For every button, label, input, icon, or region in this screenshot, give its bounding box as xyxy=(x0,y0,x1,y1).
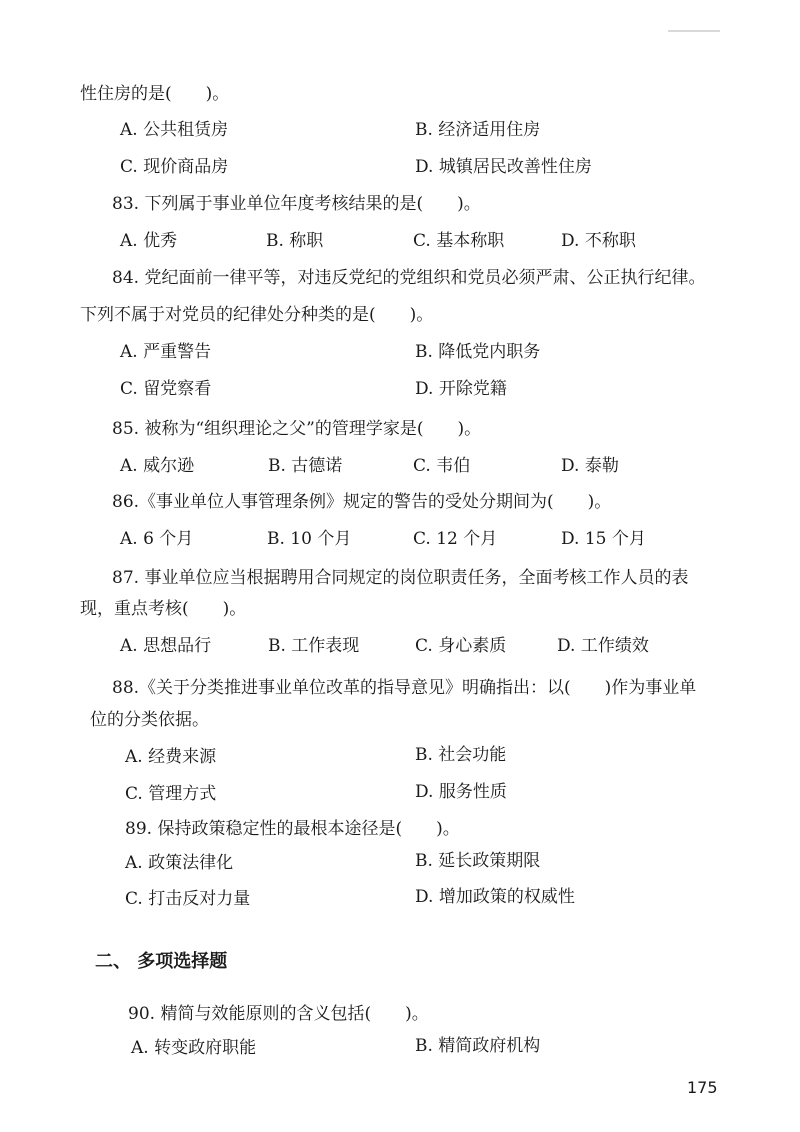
question-89-stem: 89. 保持政策稳定性的最根本途径是( )。 xyxy=(125,819,460,839)
question-83-stem: 83. 下列属于事业单位年度考核结果的是( )。 xyxy=(112,194,481,214)
option-83-a: A. 优秀 xyxy=(120,231,178,251)
option-82-d: D. 城镇居民改善性住房 xyxy=(415,157,592,177)
question-87-stem-line1: 87. 事业单位应当根据聘用合同规定的岗位职责任务，全面考核工作人员的表 xyxy=(112,568,689,588)
option-88-c: C. 管理方式 xyxy=(125,784,217,804)
option-87-b: B. 工作表现 xyxy=(268,636,360,656)
option-89-a: A. 政策法律化 xyxy=(125,853,234,873)
question-87-stem-line2: 现，重点考核( )。 xyxy=(80,599,247,619)
option-85-d: D. 泰勒 xyxy=(561,456,619,476)
option-84-d: D. 开除党籍 xyxy=(415,379,507,399)
option-90-a: A. 转变政府职能 xyxy=(131,1038,257,1058)
scan-mark xyxy=(668,30,720,32)
option-84-a: A. 严重警告 xyxy=(120,342,212,362)
option-83-b: B. 称职 xyxy=(266,231,324,251)
section-heading: 二、 多项选择题 xyxy=(95,951,228,972)
option-86-b: B. 10 个月 xyxy=(267,529,352,549)
option-88-d: D. 服务性质 xyxy=(415,782,507,802)
question-90-stem: 90. 精简与效能原则的含义包括( )。 xyxy=(128,1004,429,1024)
page-number: 175 xyxy=(687,1078,718,1097)
option-83-d: D. 不称职 xyxy=(561,231,636,251)
option-90-b: B. 精简政府机构 xyxy=(415,1036,541,1056)
option-84-c: C. 留党察看 xyxy=(120,379,212,399)
option-88-b: B. 社会功能 xyxy=(415,745,507,765)
option-85-c: C. 韦伯 xyxy=(413,456,471,476)
question-84-stem-line1: 84. 党纪面前一律平等，对违反党纪的党组织和党员必须严肃、公正执行纪律。 xyxy=(112,268,706,288)
option-85-a: A. 威尔逊 xyxy=(120,456,195,476)
question-88-stem-line2: 位的分类依据。 xyxy=(90,710,209,730)
question-88-stem-line1: 88.《关于分类推进事业单位改革的指导意见》明确指出：以( )作为事业单 xyxy=(112,678,697,698)
option-87-d: D. 工作绩效 xyxy=(557,636,649,656)
option-85-b: B. 古德诺 xyxy=(268,456,343,476)
option-86-d: D. 15 个月 xyxy=(561,529,646,549)
option-86-a: A. 6 个月 xyxy=(120,529,194,549)
option-82-a: A. 公共租赁房 xyxy=(120,120,229,140)
question-85-stem: 85. 被称为“组织理论之父”的管理学家是( )。 xyxy=(112,419,482,439)
option-83-c: C. 基本称职 xyxy=(413,231,505,251)
question-86-stem: 86.《事业单位人事管理条例》规定的警告的受处分期间为( )。 xyxy=(112,492,612,512)
option-84-b: B. 降低党内职务 xyxy=(415,342,541,362)
question-82-stem-continued: 性住房的是( )。 xyxy=(80,84,230,104)
option-87-c: C. 身心素质 xyxy=(415,636,507,656)
option-89-b: B. 延长政策期限 xyxy=(415,851,541,871)
option-82-b: B. 经济适用住房 xyxy=(415,120,541,140)
option-88-a: A. 经费来源 xyxy=(125,747,217,767)
option-86-c: C. 12 个月 xyxy=(413,529,498,549)
option-87-a: A. 思想品行 xyxy=(120,636,212,656)
question-84-stem-line2: 下列不属于对党员的纪律处分种类的是( )。 xyxy=(80,305,434,325)
option-82-c: C. 现价商品房 xyxy=(120,157,229,177)
option-89-c: C. 打击反对力量 xyxy=(125,889,251,909)
option-89-d: D. 增加政策的权威性 xyxy=(415,887,575,907)
